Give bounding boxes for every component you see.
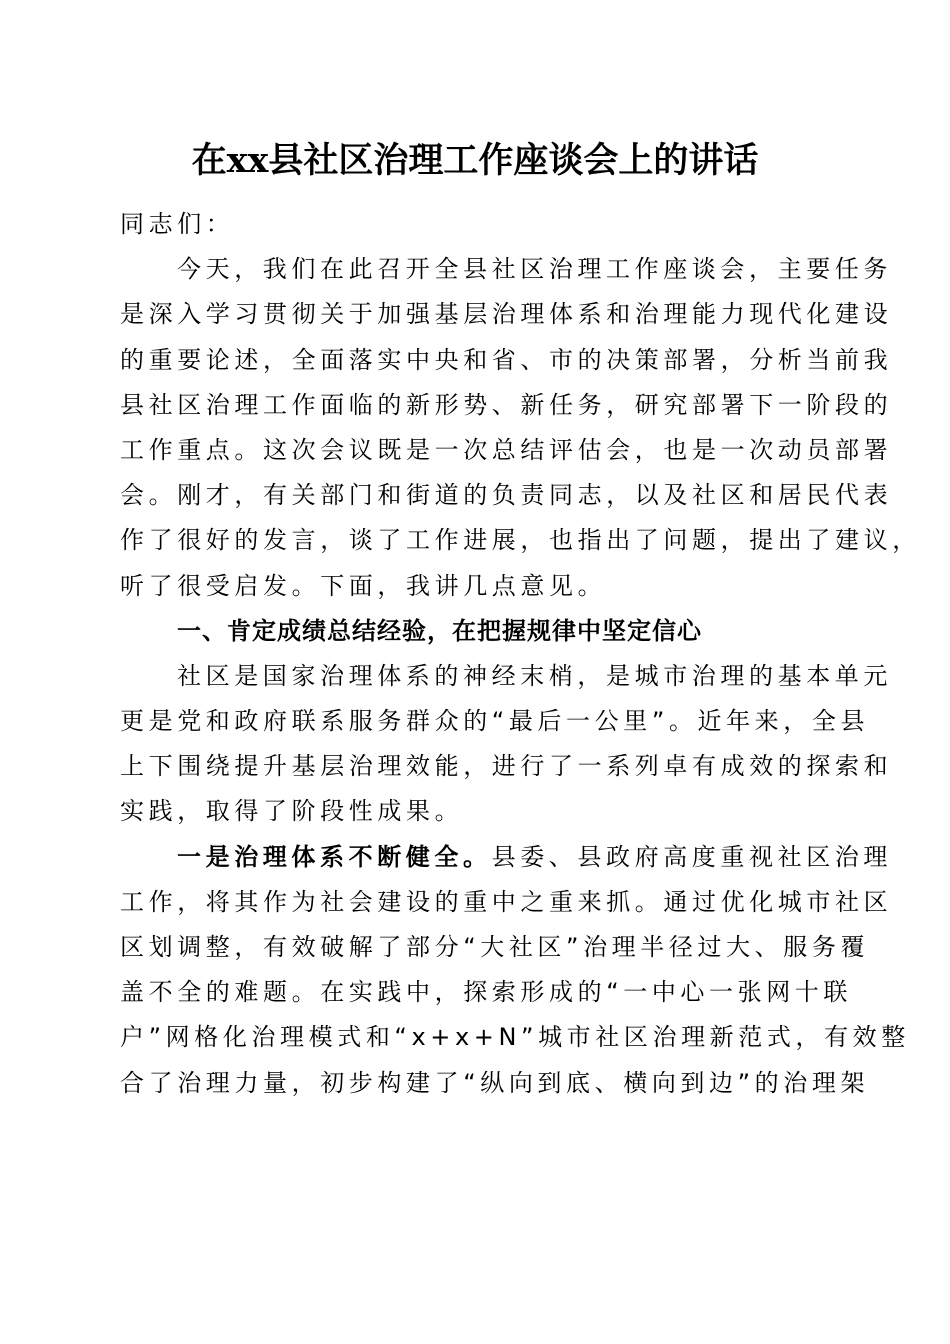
paragraph-community: [120, 654, 893, 835]
paragraph-line: 户”网格化治理模式和“x+x+N”城市社区治理新范式，有效整: [120, 1023, 910, 1052]
paragraph-line: 听了很受启发。下面，我讲几点意见。: [120, 571, 607, 600]
paragraph-line: 的重要论述，全面落实中央和省、市的决策部署，分析当前我: [120, 345, 893, 374]
paragraph-line: [120, 835, 893, 880]
paragraph-line: 会。刚才，有关部门和街道的负责同志，以及社区和居民代表: [120, 481, 893, 510]
paragraph-line: 上下围绕提升基层治理效能，进行了一系列卓有成效的探索和: [120, 752, 893, 781]
paragraph-governance-system: [120, 835, 910, 1106]
document-title: 在xx县社区治理工作座谈会上的讲话: [191, 140, 759, 181]
salutation: 同志们：: [120, 210, 235, 238]
paragraph-line: 作了很好的发言，谈了工作进展，也指出了问题，提出了建议，: [120, 526, 921, 555]
paragraph-line: 县社区治理工作面临的新形势、新任务，研究部署下一阶段的: [120, 390, 893, 419]
paragraph-line: 区划调整，有效破解了部分“大社区”治理半径过大、服务覆: [120, 933, 870, 961]
paragraph-line: 今天，我们在此召开全县社区治理工作座谈会，主要任务: [177, 255, 892, 284]
paragraph-intro: [120, 247, 921, 609]
section-heading-1: 一、肯定成绩总结经验，在把握规律中坚定信心: [177, 616, 702, 645]
paragraph-line: 是深入学习贯彻关于加强基层治理体系和治理能力现代化建设: [120, 300, 893, 329]
paragraph-lead: 一是治理体系不断健全。: [177, 842, 492, 871]
paragraph-line: 实践，取得了阶段性成果。: [120, 797, 464, 826]
paragraph-line: 工作，将其作为社会建设的重中之重来抓。通过优化城市社区: [120, 887, 893, 916]
paragraph-lead-rest: 县委、县政府高度重视社区治理: [491, 842, 893, 871]
paragraph-line: 社区是国家治理体系的神经末梢，是城市治理的基本单元: [177, 661, 892, 690]
document-body: [120, 202, 921, 1106]
paragraph-line: 合了治理力量，初步构建了“纵向到底、横向到边”的治理架: [120, 1068, 870, 1097]
paragraph-line: 工作重点。这次会议既是一次总结评估会，也是一次动员部署: [120, 435, 893, 464]
paragraph-line: 更是党和政府联系服务群众的“最后一公里”。近年来，全县: [120, 707, 870, 736]
paragraph-line: 盖不全的难题。在实践中，探索形成的“一中心一张网十联: [120, 978, 853, 1007]
